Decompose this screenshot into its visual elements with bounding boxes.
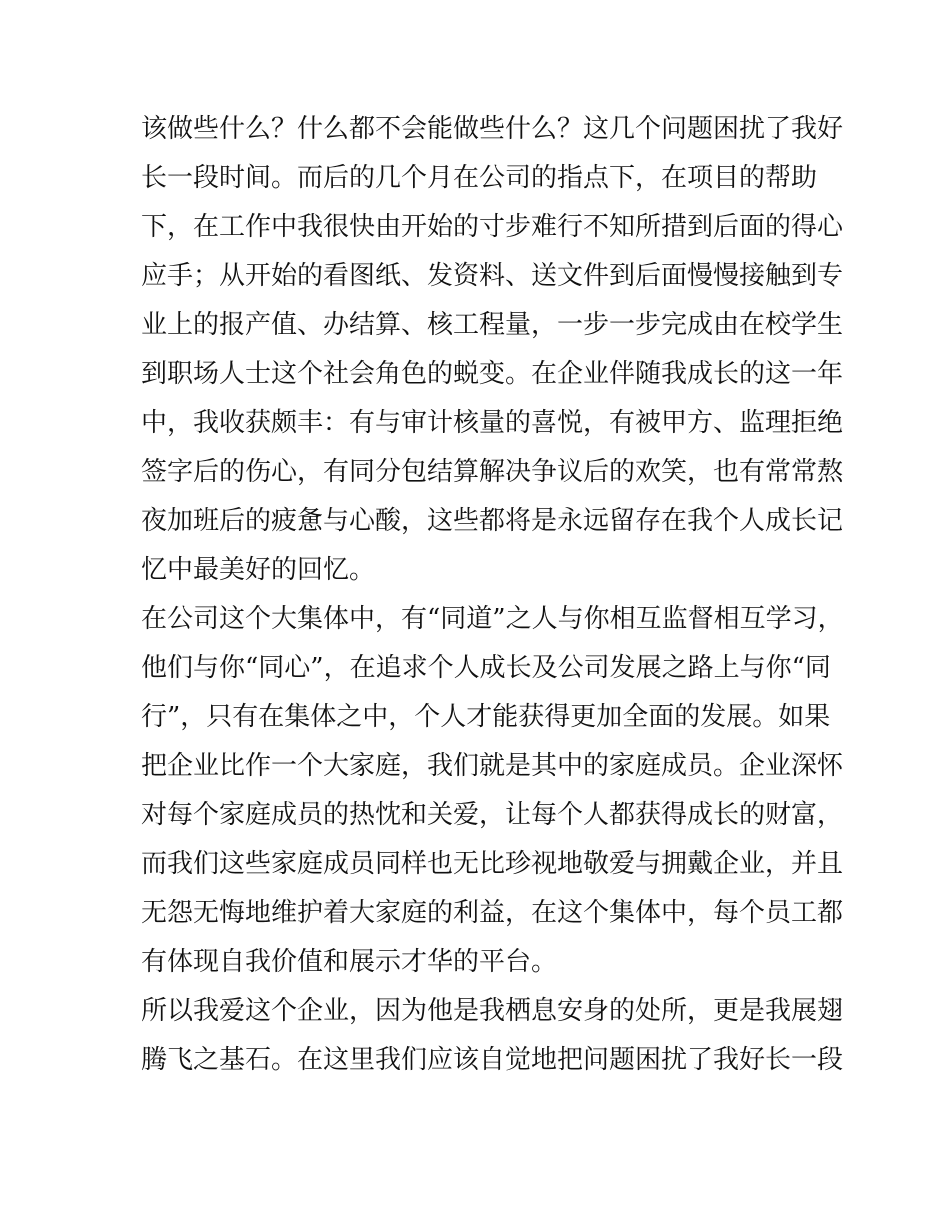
text-line: 签字后的伤心，有同分包结算解决争议后的欢笑，也有常常熬 [141,457,844,487]
text-line: 把企业比作一个大家庭，我们就是其中的家庭成员。企业深怀 [141,751,844,781]
text-line: 在公司这个大集体中，有“同道”之人与你相互监督相互学习， [141,604,844,634]
text-line: 所以我爱这个企业，因为他是我栖息安身的处所，更是我展翅 [141,996,844,1026]
text-line: 业上的报产值、办结算、核工程量，一步一步完成由在校学生 [141,310,844,340]
text-line: 长一段时间。而后的几个月在公司的指点下，在项目的帮助 [141,163,818,193]
text-line: 行”，只有在集体之中，个人才能获得更加全面的发展。如果 [141,702,831,732]
body-text [141,105,844,1085]
text-line: 而我们这些家庭成员同样也无比珍视地敬爱与拥戴企业，并且 [141,849,844,879]
text-line: 到职场人士这个社会角色的蜕变。在企业伴随我成长的这一年 [141,359,844,389]
text-line: 下，在工作中我很快由开始的寸步难行不知所措到后面的得心 [141,212,844,242]
text-line: 应手；从开始的看图纸、发资料、送文件到后面慢慢接触到专 [141,261,844,291]
text-line: 无怨无悔地维护着大家庭的利益，在这个集体中，每个员工都 [141,898,844,928]
text-line: 腾飞之基石。在这里我们应该自觉地把问题困扰了我好长一段 [141,1045,844,1075]
text-line: 中，我收获颇丰：有与审计核量的喜悦，有被甲方、监理拒绝 [141,408,844,438]
text-line: 该做些什么？什么都不会能做些什么？这几个问题困扰了我好 [141,114,844,144]
text-line: 忆中最美好的回忆。 [141,555,376,585]
text-line: 夜加班后的疲惫与心酸，这些都将是永远留存在我个人成长记 [141,506,844,536]
text-line: 他们与你“同心”，在追求个人成长及公司发展之路上与你“同 [141,653,831,683]
text-line: 有体现自我价值和展示才华的平台。 [141,947,558,977]
text-line: 对每个家庭成员的热忱和关爱，让每个人都获得成长的财富， [141,800,844,830]
